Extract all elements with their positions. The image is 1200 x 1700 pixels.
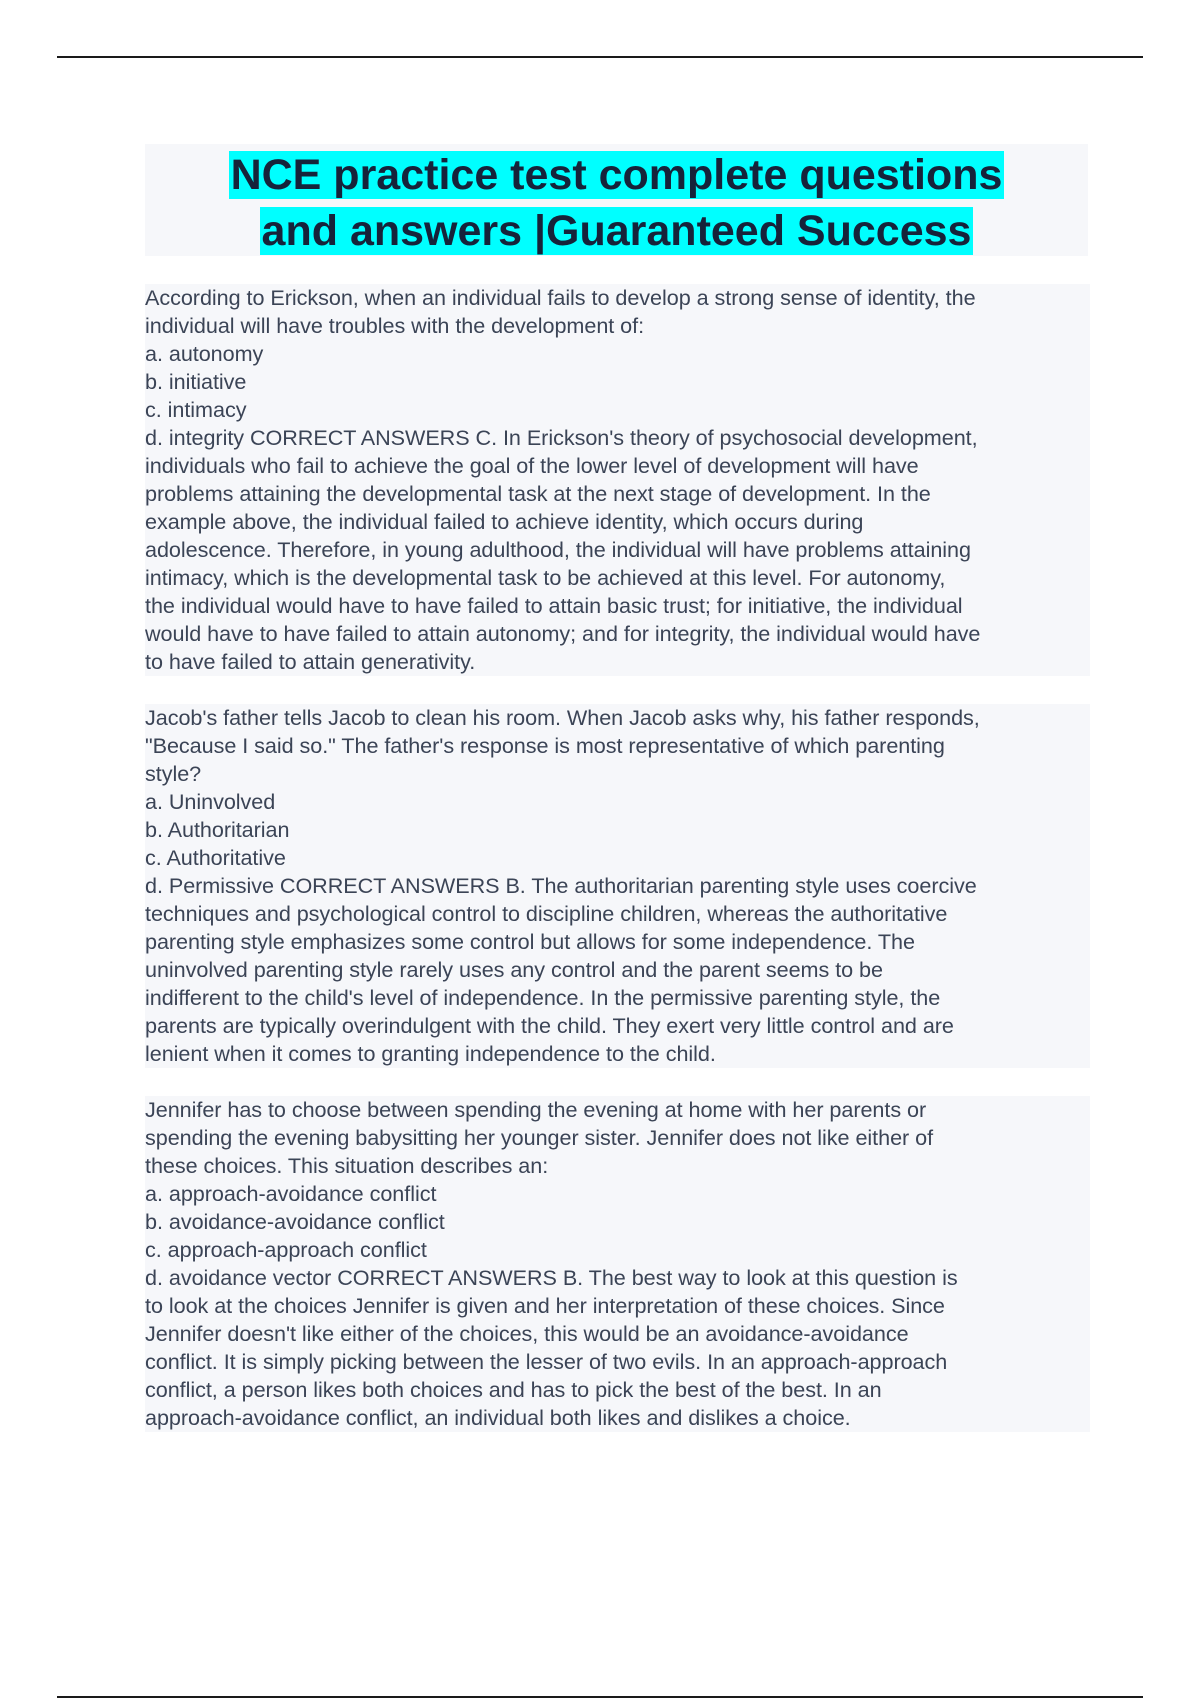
question-2-line: Jacob's father tells Jacob to clean his room. When Jacob asks why, his father responds, xyxy=(145,705,980,730)
question-3 xyxy=(145,1096,1090,1432)
question-1-option: a. autonomy xyxy=(145,341,264,366)
question-2-explanation: indifferent to the child's level of independence. In the permissive parenting style, the xyxy=(145,985,941,1010)
question-3-explanation: approach-avoidance conflict, an individual both likes and dislikes a choice. xyxy=(145,1405,851,1430)
question-3-explanation: Jennifer doesn't like either of the choices, this would be an avoidance-avoidance xyxy=(145,1321,909,1346)
question-1-explanation: the individual would have to have failed to attain basic trust; for initiative, the individual xyxy=(145,593,963,618)
question-2-explanation: parenting style emphasizes some control but allows for some independence. The xyxy=(145,929,915,954)
question-1-line: individual will have troubles with the development of: xyxy=(145,313,645,338)
question-2-explanation: uninvolved parenting style rarely uses any control and the parent seems to be xyxy=(145,957,883,982)
question-3-explanation: conflict, a person likes both choices and has to pick the best of the best. In an xyxy=(145,1377,882,1402)
question-1 xyxy=(145,284,1090,676)
question-2-explanation: techniques and psychological control to discipline children, whereas the authoritative xyxy=(145,901,948,926)
question-1-explanation: problems attaining the developmental task at the next stage of development. In the xyxy=(145,481,931,506)
document-body xyxy=(145,284,1090,1460)
page-title xyxy=(145,144,1088,259)
question-3-explanation: to look at the choices Jennifer is given and her interpretation of these choices. Since xyxy=(145,1293,945,1318)
question-1-explanation: individuals who fail to achieve the goal of the lower level of development will have xyxy=(145,453,919,478)
question-2-explanation: parents are typically overindulgent with the child. They exert very little control and are xyxy=(145,1013,954,1038)
question-1-explanation: example above, the individual failed to achieve identity, which occurs during xyxy=(145,509,864,534)
question-2-option: c. Authoritative xyxy=(145,845,286,870)
question-3-answer: d. avoidance vector CORRECT ANSWERS B. The best way to look at this question is xyxy=(145,1265,958,1290)
title-line-2: and answers |Guaranteed Success xyxy=(261,207,972,255)
top-rule xyxy=(57,56,1143,58)
question-3-explanation: conflict. It is simply picking between the lesser of two evils. In an approach-approach xyxy=(145,1349,948,1374)
question-2-option: a. Uninvolved xyxy=(145,789,276,814)
question-3-line: these choices. This situation describes an: xyxy=(145,1153,549,1178)
question-1-explanation: to have failed to attain generativity. xyxy=(145,649,476,674)
question-3-option: b. avoidance-avoidance conflict xyxy=(145,1209,445,1234)
question-2-line: style? xyxy=(145,761,202,786)
question-3-option: a. approach-avoidance conflict xyxy=(145,1181,437,1206)
question-2-line: "Because I said so." The father's response is most representative of which parenting xyxy=(145,733,945,758)
question-1-explanation: adolescence. Therefore, in young adulthood, the individual will have problems attaining xyxy=(145,537,971,562)
question-3-line: Jennifer has to choose between spending the evening at home with her parents or xyxy=(145,1097,927,1122)
question-3-option: c. approach-approach conflict xyxy=(145,1237,427,1262)
question-1-explanation: would have to have failed to attain autonomy; and for integrity, the individual would have xyxy=(145,621,981,646)
question-2-explanation: lenient when it comes to granting independence to the child. xyxy=(145,1041,716,1066)
question-1-answer: d. integrity CORRECT ANSWERS C. In Erickson's theory of psychosocial development, xyxy=(145,425,978,450)
question-1-explanation: intimacy, which is the developmental task to be achieved at this level. For autonomy, xyxy=(145,565,946,590)
bottom-rule xyxy=(57,1696,1143,1698)
title-line-1: NCE practice test complete questions xyxy=(230,151,1003,199)
question-2 xyxy=(145,704,1090,1068)
question-2-answer: d. Permissive CORRECT ANSWERS B. The authoritarian parenting style uses coercive xyxy=(145,873,977,898)
question-1-line: According to Erickson, when an individual fails to develop a strong sense of identity, the xyxy=(145,285,976,310)
question-1-option: b. initiative xyxy=(145,369,247,394)
title-block xyxy=(145,144,1088,256)
question-3-line: spending the evening babysitting her younger sister. Jennifer does not like either of xyxy=(145,1125,934,1150)
question-2-option: b. Authoritarian xyxy=(145,817,290,842)
question-1-option: c. intimacy xyxy=(145,397,247,422)
